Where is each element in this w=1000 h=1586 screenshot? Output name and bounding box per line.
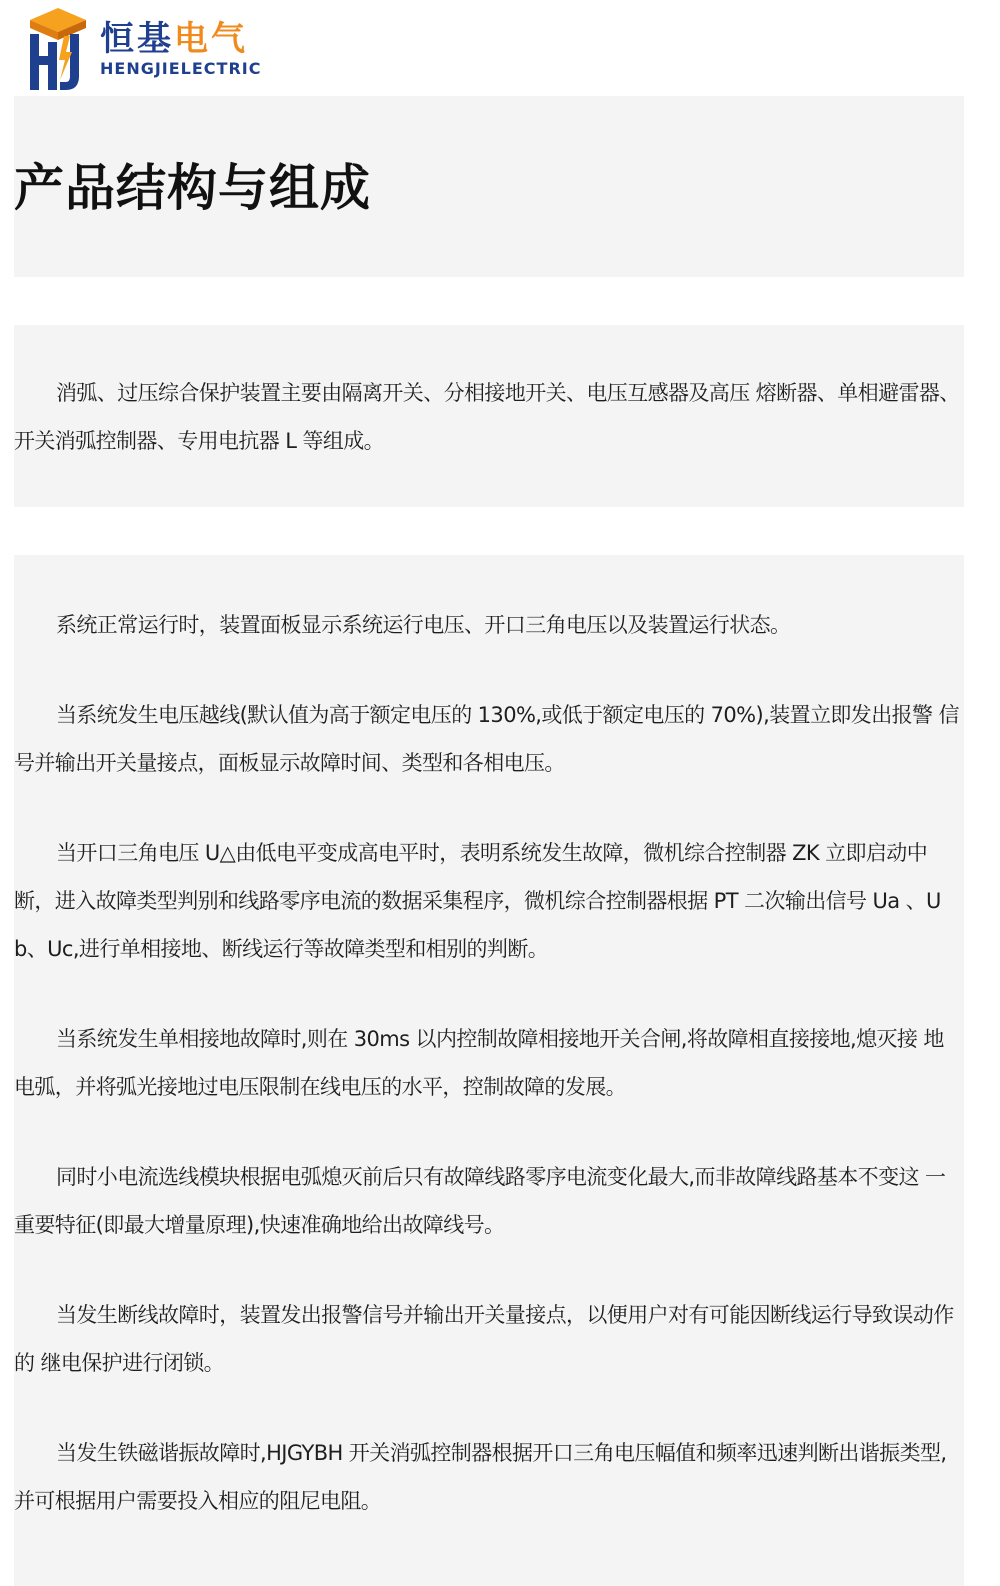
logo-english-name: HENGJIELECTRIC bbox=[100, 59, 262, 78]
operation-description-panel bbox=[14, 555, 964, 1586]
paragraph-ferroresonance: 当发生铁磁谐振故障时,HJGYBH 开关消弧控制器根据开口三角电压幅值和频率迅速判断出谐振类型,并可根据用户需要投入相应的阻尼电阻。 bbox=[14, 1441, 947, 1513]
intro-panel bbox=[14, 325, 964, 507]
title-panel bbox=[14, 96, 964, 277]
paragraph-normal-operation: 系统正常运行时，装置面板显示系统运行电压、开口三角电压以及装置运行状态。 bbox=[56, 613, 791, 637]
paragraph-fault-detection: 当开口三角电压 U△由低电平变成高电平时，表明系统发生故障，微机综合控制器 ZK 立即启动中断，进入故障类型判别和线路零序电流的数据采集程序，微机综合控制器根据 PT 二次输出信号 Ua 、Ub、Uc,进行单相接地、断线运行等故障类型和相别的判断。 bbox=[14, 841, 941, 961]
paragraph-voltage-limit: 当系统发生电压越线(默认值为高于额定电压的 130%,或低于额定电压的 70%),装置立即发出报警 信号并输出开关量接点，面板显示故障时间、类型和各相电压。 bbox=[14, 703, 959, 775]
hj-logo-icon bbox=[26, 6, 90, 92]
page-title: 产品结构与组成 bbox=[14, 159, 371, 217]
intro-paragraph: 消弧、过压综合保护装置主要由隔离开关、分相接地开关、电压互感器及高压 熔断器、单相避雷器、开关消弧控制器、专用电抗器 L 等组成。 bbox=[14, 381, 960, 453]
paragraph-broken-line: 当发生断线故障时，装置发出报警信号并输出开关量接点，以便用户对有可能因断线运行导致误动作的 继电保护进行闭锁。 bbox=[14, 1303, 954, 1375]
company-logo bbox=[26, 6, 261, 92]
paragraph-single-phase-ground: 当系统发生单相接地故障时,则在 30ms 以内控制故障相接地开关合闸,将故障相直接接地,熄灭接 地电弧，并将弧光接地过电压限制在线电压的水平，控制故障的发展。 bbox=[14, 1027, 944, 1099]
logo-chinese-name: 恒基电气 bbox=[100, 19, 248, 59]
paragraph-line-selection: 同时小电流选线模块根据电弧熄灭前后只有故障线路零序电流变化最大,而非故障线路基本不变这 一重要特征(即最大增量原理),快速准确地给出故障线号。 bbox=[14, 1165, 946, 1237]
